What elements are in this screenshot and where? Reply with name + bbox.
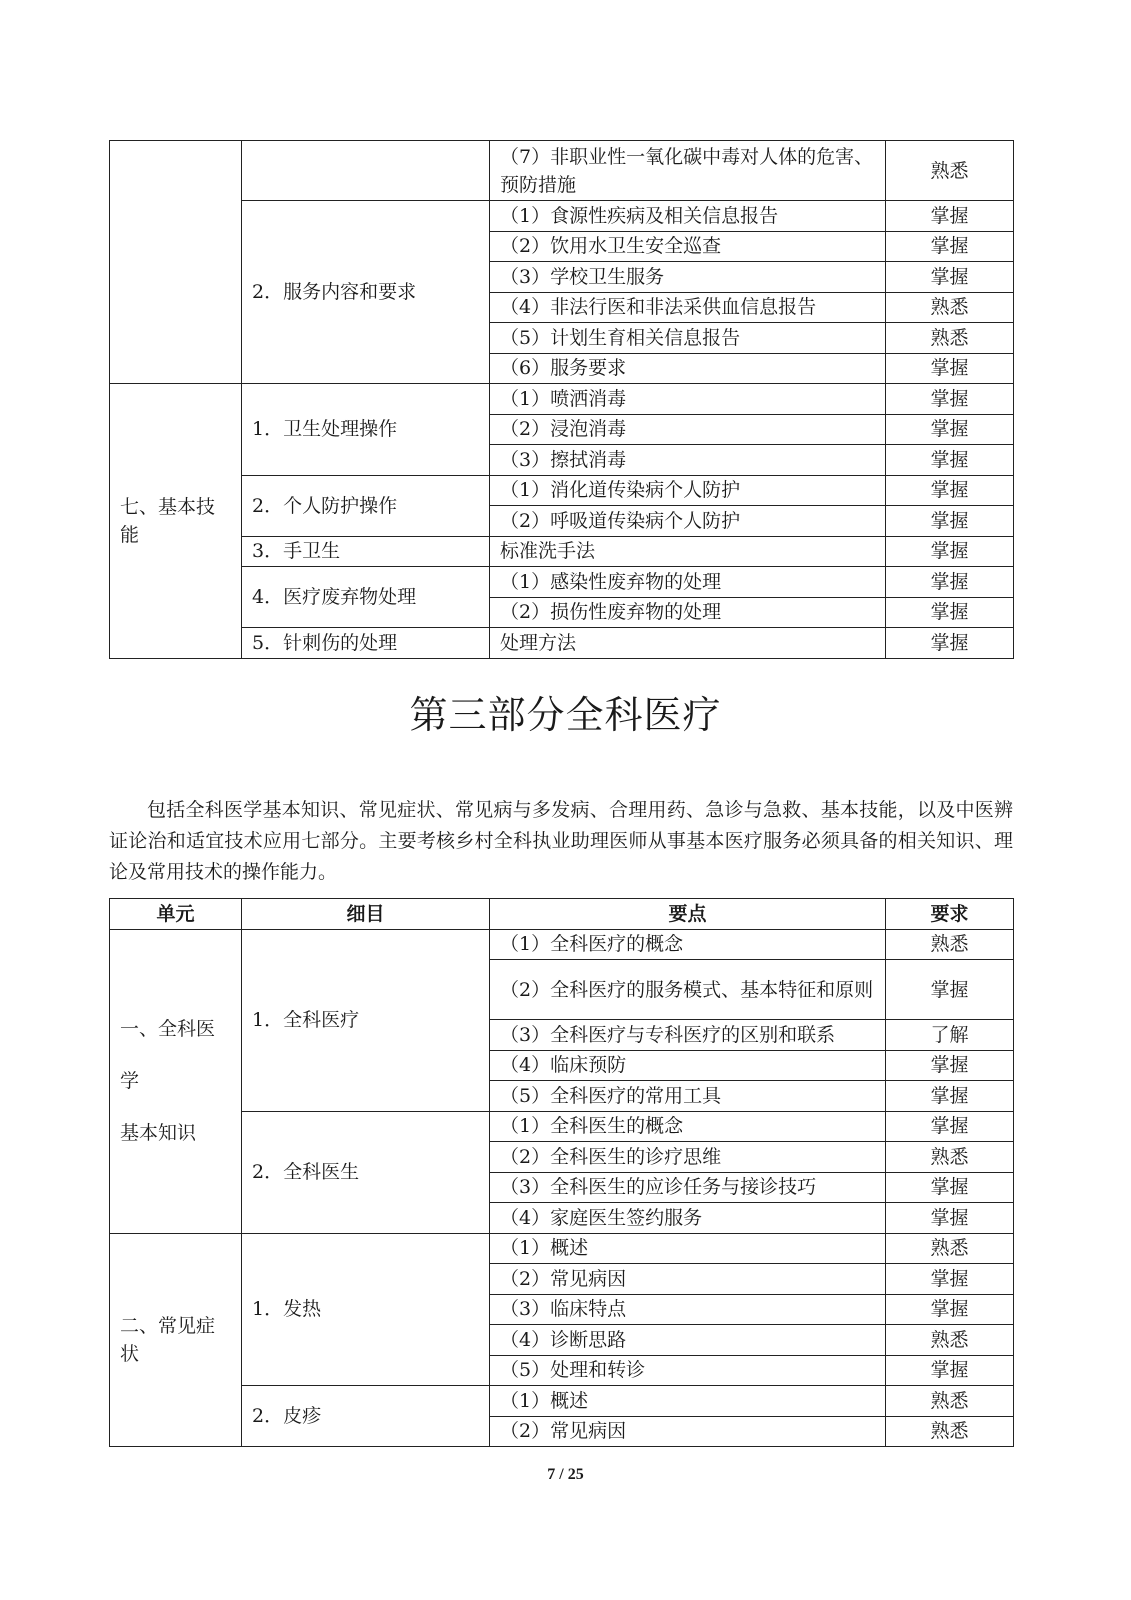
requirement-cell: 熟悉 bbox=[886, 1325, 1014, 1356]
requirement-cell: 掌握 bbox=[886, 536, 1014, 567]
point-cell: （1）全科医生的概念 bbox=[490, 1111, 886, 1142]
requirement-cell: 掌握 bbox=[886, 262, 1014, 293]
requirement-cell: 掌握 bbox=[886, 567, 1014, 598]
point-cell: 处理方法 bbox=[490, 628, 886, 659]
point-cell: （2）损伤性废弃物的处理 bbox=[490, 597, 886, 628]
sub-cell: 4．医疗废弃物处理 bbox=[242, 567, 490, 628]
point-cell: （5）全科医疗的常用工具 bbox=[490, 1081, 886, 1112]
sub-cell-empty bbox=[242, 141, 490, 201]
sub-cell: 5．针刺伤的处理 bbox=[242, 628, 490, 659]
requirement-cell: 掌握 bbox=[886, 1081, 1014, 1112]
point-cell: （1）食源性疾病及相关信息报告 bbox=[490, 201, 886, 232]
point-cell: （4）诊断思路 bbox=[490, 1325, 886, 1356]
point-cell: （1）概述 bbox=[490, 1233, 886, 1264]
point-cell: （2）浸泡消毒 bbox=[490, 414, 886, 445]
point-cell: （1）感染性废弃物的处理 bbox=[490, 567, 886, 598]
requirement-cell: 掌握 bbox=[886, 445, 1014, 476]
point-cell: （1）全科医疗的概念 bbox=[490, 929, 886, 960]
intro-paragraph: 包括全科医学基本知识、常见症状、常见病与多发病、合理用药、急诊与急救、基本技能，以及中医辨证论治和适宜技术应用七部分。主要考核乡村全科执业助理医师从事基本医疗服务必须具备的相关知识、理论及常用技术的操作能力。 bbox=[109, 799, 1013, 883]
requirement-cell: 熟悉 bbox=[886, 141, 1014, 201]
point-cell: （2）饮用水卫生安全巡查 bbox=[490, 231, 886, 262]
point-cell: （3）全科医生的应诊任务与接诊技巧 bbox=[490, 1172, 886, 1203]
sub-cell: 1．卫生处理操作 bbox=[242, 384, 490, 476]
unit-cell: 七、基本技能 bbox=[110, 384, 242, 659]
requirement-cell: 掌握 bbox=[886, 353, 1014, 384]
point-cell: 标准洗手法 bbox=[490, 536, 886, 567]
point-cell: （7）非职业性一氧化碳中毒对人体的危害、预防措施 bbox=[490, 141, 886, 201]
point-cell: （3）全科医疗与专科医疗的区别和联系 bbox=[490, 1020, 886, 1051]
requirement-cell: 掌握 bbox=[886, 506, 1014, 537]
point-cell: （4）临床预防 bbox=[490, 1050, 886, 1081]
syllabus-table-continued bbox=[109, 140, 1014, 659]
point-cell: （2）常见病因 bbox=[490, 1264, 886, 1295]
requirement-cell: 掌握 bbox=[886, 1355, 1014, 1386]
header-unit: 单元 bbox=[110, 899, 242, 930]
requirement-cell: 掌握 bbox=[886, 960, 1014, 1020]
point-cell: （5）计划生育相关信息报告 bbox=[490, 323, 886, 354]
requirement-cell: 掌握 bbox=[886, 1111, 1014, 1142]
sub-cell: 3．手卫生 bbox=[242, 536, 490, 567]
requirement-cell: 掌握 bbox=[886, 231, 1014, 262]
requirement-cell: 熟悉 bbox=[886, 1233, 1014, 1264]
requirement-cell: 掌握 bbox=[886, 1172, 1014, 1203]
page-number: 7 / 25 bbox=[547, 1466, 584, 1483]
unit-cell bbox=[110, 929, 242, 1233]
requirement-cell: 掌握 bbox=[886, 628, 1014, 659]
requirement-cell: 熟悉 bbox=[886, 292, 1014, 323]
unit-cell-empty bbox=[110, 141, 242, 384]
syllabus-table bbox=[109, 898, 1014, 1447]
point-cell: （1）喷洒消毒 bbox=[490, 384, 886, 415]
requirement-cell: 熟悉 bbox=[886, 323, 1014, 354]
sub-cell: 2．皮疹 bbox=[242, 1386, 490, 1447]
sub-cell: 1．发热 bbox=[242, 1233, 490, 1386]
requirement-cell: 熟悉 bbox=[886, 929, 1014, 960]
header-sub: 细目 bbox=[242, 899, 490, 930]
sub-cell: 2．服务内容和要求 bbox=[242, 201, 490, 384]
point-cell: （2）常见病因 bbox=[490, 1416, 886, 1447]
point-cell: （2）全科医疗的服务模式、基本特征和原则 bbox=[490, 960, 886, 1020]
requirement-cell: 熟悉 bbox=[886, 1386, 1014, 1417]
point-cell: （2）呼吸道传染病个人防护 bbox=[490, 506, 886, 537]
requirement-cell: 掌握 bbox=[886, 1264, 1014, 1295]
requirement-cell: 了解 bbox=[886, 1020, 1014, 1051]
requirement-cell: 掌握 bbox=[886, 414, 1014, 445]
unit-line: 基本知识 bbox=[120, 1122, 197, 1144]
point-cell: （3）学校卫生服务 bbox=[490, 262, 886, 293]
requirement-cell: 掌握 bbox=[886, 1050, 1014, 1081]
requirement-cell: 熟悉 bbox=[886, 1142, 1014, 1173]
unit-line: 一、全科医学 bbox=[120, 1018, 216, 1092]
point-cell: （4）家庭医生签约服务 bbox=[490, 1203, 886, 1234]
point-cell: （3）擦拭消毒 bbox=[490, 445, 886, 476]
point-cell: （4）非法行医和非法采供血信息报告 bbox=[490, 292, 886, 323]
point-cell: （1）概述 bbox=[490, 1386, 886, 1417]
sub-cell: 2．全科医生 bbox=[242, 1111, 490, 1233]
requirement-cell: 掌握 bbox=[886, 201, 1014, 232]
point-cell: （6）服务要求 bbox=[490, 353, 886, 384]
point-cell: （5）处理和转诊 bbox=[490, 1355, 886, 1386]
sub-cell: 1．全科医疗 bbox=[242, 929, 490, 1111]
point-cell: （1）消化道传染病个人防护 bbox=[490, 475, 886, 506]
requirement-cell: 熟悉 bbox=[886, 1416, 1014, 1447]
requirement-cell: 掌握 bbox=[886, 1203, 1014, 1234]
point-cell: （2）全科医生的诊疗思维 bbox=[490, 1142, 886, 1173]
point-cell: （3）临床特点 bbox=[490, 1294, 886, 1325]
requirement-cell: 掌握 bbox=[886, 597, 1014, 628]
requirement-cell: 掌握 bbox=[886, 475, 1014, 506]
requirement-cell: 掌握 bbox=[886, 384, 1014, 415]
sub-cell: 2．个人防护操作 bbox=[242, 475, 490, 536]
header-requirement: 要求 bbox=[886, 899, 1014, 930]
header-point: 要点 bbox=[490, 899, 886, 930]
unit-cell: 二、常见症状 bbox=[110, 1233, 242, 1447]
section-title: 第三部分全科医疗 bbox=[409, 693, 722, 737]
requirement-cell: 掌握 bbox=[886, 1294, 1014, 1325]
